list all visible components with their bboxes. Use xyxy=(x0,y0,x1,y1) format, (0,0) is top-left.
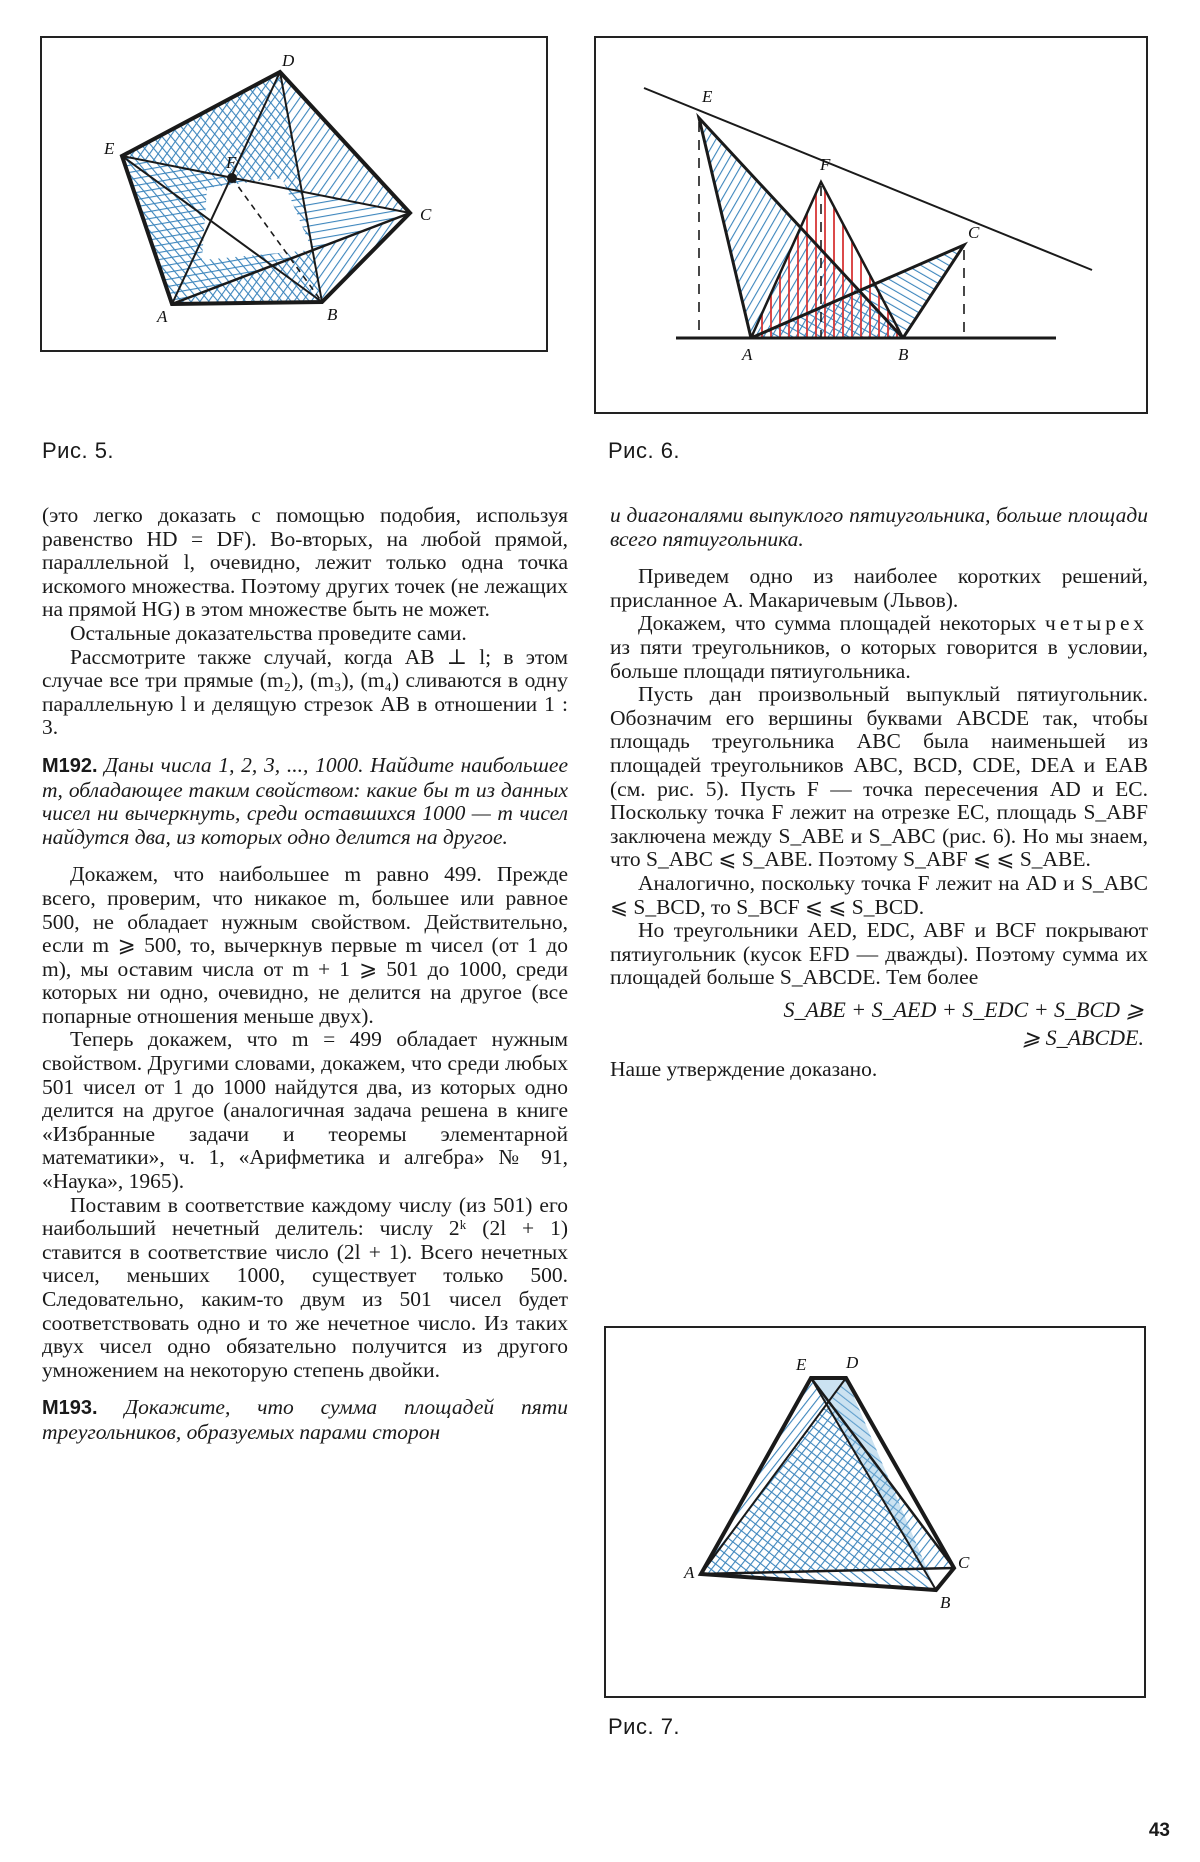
fig7-label-d: D xyxy=(846,1353,859,1372)
fig5-label-f: F xyxy=(226,153,237,172)
formula-line-1: S_ABE + S_AED + S_EDC + S_BCD ⩾ xyxy=(783,996,1144,1022)
right-paragraph-6: Но треугольники AED, EDC, ABF и BCF покрывают пятиугольник (кусок EFD — дважды). Поэтому сумма их площадей больше S_ABCDE. Тем более xyxy=(610,918,1148,990)
figure-6-caption: Рис. 6. xyxy=(608,438,681,463)
problem-m193-label: М193. xyxy=(42,1397,98,1420)
left-paragraph-4: Докажем, что наибольшее m равно 499. Прежде всего, проверим, что никакое m, большее или равное 500, не обладает нужным свойством. Действительно, если m ⩾ 500, то, вычеркнув первые m чисел (от 1 до m), мы оставим числа от m + 1 ⩾ 501 до 1000, среди которых ни одно, очевидно, не делится на другое (все попарные отношения меньше двух). xyxy=(42,862,568,1028)
fig6-label-c: C xyxy=(968,223,980,242)
fig7-label-a: A xyxy=(684,1563,695,1582)
figure-7 xyxy=(604,1326,1146,1698)
fig5-point-f xyxy=(227,173,237,183)
figure-5 xyxy=(40,36,548,352)
right-paragraph-3-start: Докажем, что сумма площадей некоторых xyxy=(638,611,1037,636)
left-column xyxy=(42,504,568,1445)
right-paragraph-2: Приведем одно из наиболее коротких решений, присланное А. Макаричевым (Львов). xyxy=(610,564,1148,612)
figure-5-drawing xyxy=(42,38,546,350)
fig6-label-b: B xyxy=(898,345,909,364)
fig6-label-e: E xyxy=(702,87,713,106)
right-paragraph-7: Наше утверждение доказано. xyxy=(610,1056,878,1081)
figure-7-caption: Рис. 7. xyxy=(608,1714,681,1739)
fig5-label-e: E xyxy=(104,139,115,158)
problem-m192 xyxy=(42,754,568,849)
page-number: 43 xyxy=(1148,1820,1170,1841)
problem-m192-label: М192. xyxy=(42,754,98,777)
right-paragraph-3-end: из пяти треугольников, о которых говорится в условии, больше площади пятиугольника. xyxy=(610,634,1148,683)
formula-block xyxy=(610,996,1148,1052)
right-column xyxy=(610,504,1148,1081)
fig5-label-d: D xyxy=(282,51,295,70)
right-paragraph-5: Аналогично, поскольку точка F лежит на AD и S_ABC ⩽ S_BCD, то S_BCF ⩽ ⩽ S_BCD. xyxy=(610,870,1148,919)
right-paragraph-3-emphasis: четырех xyxy=(1045,611,1148,636)
fig5-label-b: B xyxy=(327,305,338,324)
fig5-label-c: C xyxy=(420,205,432,224)
figure-6-drawing xyxy=(596,38,1146,412)
problem-m193-text: Докажите, что сумма площадей пяти треугольников, образуемых парами сторон xyxy=(42,1395,568,1444)
formula-line-2: ⩾ S_ABCDE. xyxy=(1021,1024,1144,1050)
right-paragraph-3 xyxy=(610,612,1148,683)
figure-5-caption: Рис. 5. xyxy=(42,438,115,463)
left-paragraph-3: Рассмотрите также случай, когда AB ⊥ l; в этом случае все три прямые (m₂), (m₃), (m₄) сливаются в одну параллельную l и делящую стрезок AB в отношении 1 : 3. xyxy=(42,644,568,740)
left-paragraph-5: Теперь докажем, что m = 499 обладает нужным свойством. Другими словами, докажем, что среди любых 501 чисел от 1 до 1000 найдутся два, из которых одно делится на другое (аналогичная задача решена в книге «Избранные задачи и теоремы элементарной математики», ч. 1, «Арифметика и алгебра» № 91, «Наука», 1965). xyxy=(42,1027,568,1194)
left-paragraph-6: Поставим в соответствие каждому числу (из 501) его наибольший нечетный делитель: числу 2ᵏ (2l + 1) ставится в соответствие число (2l + 1). Всего нечетных чисел, меньших 1000, существует только 500. Следовательно, каким-то двум из 501 чисел будет соответствовать одно и то же нечетное число. Из таких двух чисел одно обязательно получится из другого умножением на некоторую степень двойки. xyxy=(42,1192,568,1382)
fig5-label-a: A xyxy=(157,307,168,326)
figure-6 xyxy=(594,36,1148,414)
right-paragraph-1: и диагоналями выпуклого пятиугольника, больше площади всего пятиугольника. xyxy=(610,503,1148,551)
figure-7-drawing xyxy=(606,1328,1144,1696)
fig6-label-a: A xyxy=(742,345,753,364)
fig6-line-ec xyxy=(644,88,1092,270)
fig7-label-b: B xyxy=(940,1593,951,1612)
problem-m193 xyxy=(42,1396,568,1444)
left-paragraph-1: (это легко доказать с помощью подобия, используя равенство HD = DF). Во-вторых, на любой прямой, параллельной l, очевидно, лежит только одна точка искомого множества. Поэтому других точек (не лежащих на прямой HG) в этом множестве быть не может. xyxy=(42,503,568,622)
problem-m192-text: Даны числа 1, 2, 3, ..., 1000. Найдите наибольшее m, обладающее таким свойством: какие бы m из данных чисел ни вычеркнуть, среди оставшихся 1000 — m чисел найдутся два, из которых одно делится на другое. xyxy=(42,752,568,849)
fig6-label-f: F xyxy=(820,155,831,174)
fig7-label-c: C xyxy=(958,1553,970,1572)
left-paragraph-2: Остальные доказательства проведите сами. xyxy=(70,620,467,645)
right-paragraph-4: Пусть дан произвольный выпуклый пятиугольник. Обозначим его вершины буквами ABCDE так, чтобы площадь треугольника ABC была наименьшей из площадей треугольников ABC, BCD, CDE, DEA и EAB (см. рис. 5). Пусть F — точка пересечения AD и EC. Поскольку точка F лежит на отрезке EC, площадь S_ABF заключена между S_ABE и S_ABC (рис. 6). Но мы знаем, что S_ABC ⩽ S_ABE. Поэтому S_ABF ⩽ ⩽ S_ABE. xyxy=(610,682,1148,872)
fig7-label-e: E xyxy=(796,1355,807,1374)
